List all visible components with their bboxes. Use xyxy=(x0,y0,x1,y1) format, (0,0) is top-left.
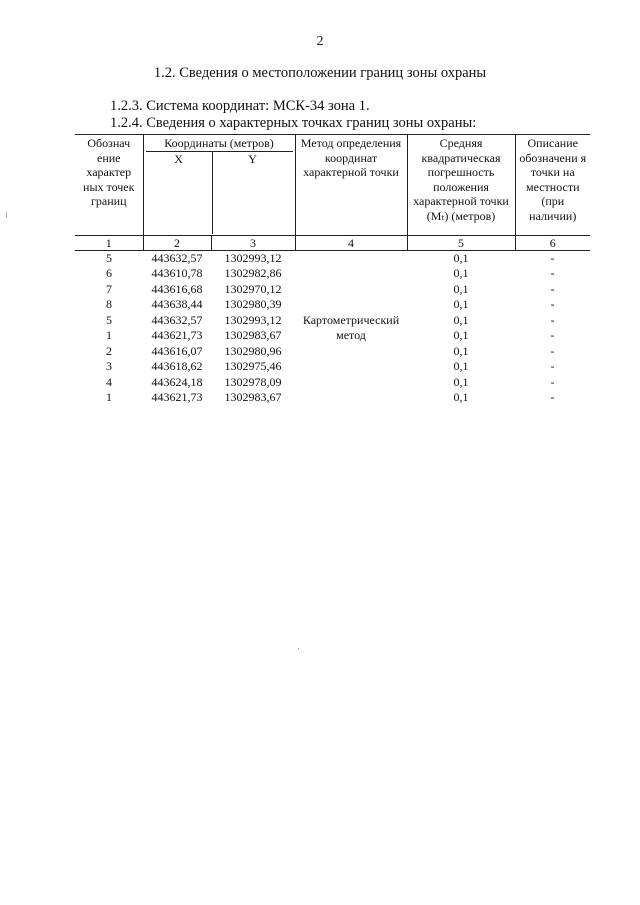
header-coordinates-title: Координаты (метров) xyxy=(146,136,293,152)
point-error: 0,1 xyxy=(453,266,469,280)
point-y: 1302980,39 xyxy=(224,297,282,311)
point-y: 1302970,12 xyxy=(224,281,282,296)
point-id: 3 xyxy=(106,359,112,373)
column-number: 2 xyxy=(143,235,211,250)
header-y: Y xyxy=(248,151,257,166)
point-id: 2 xyxy=(106,343,112,358)
point-x: 443616,07 xyxy=(151,343,203,358)
point-id: 6 xyxy=(106,266,112,280)
point-y: 1302980,96 xyxy=(224,343,282,358)
point-id: 5 xyxy=(106,250,112,265)
coordinate-system-line: 1.2.3. Система координат: МСК-34 зона 1. xyxy=(110,98,370,114)
point-description: - xyxy=(550,374,555,389)
point-error: 0,1 xyxy=(453,359,469,373)
scan-speck xyxy=(298,648,299,649)
point-id: 7 xyxy=(106,281,112,296)
point-x: 443632,57 xyxy=(151,250,203,265)
scan-edge-mark xyxy=(6,212,7,218)
point-description: - xyxy=(550,250,555,265)
section-title: 1.2. Сведения о местоположении границ зоны охраны xyxy=(153,65,487,81)
point-id: 5 xyxy=(106,312,112,327)
point-y: 1302993,12 xyxy=(224,312,282,327)
point-y: 1302983,67 xyxy=(224,328,282,342)
point-error: 0,1 xyxy=(453,250,469,265)
point-y: 1302978,09 xyxy=(224,374,282,389)
point-x: 443632,57 xyxy=(151,312,203,327)
point-description: - xyxy=(550,359,555,373)
point-error: 0,1 xyxy=(453,374,469,389)
header-method: Метод определения координат характерной точки xyxy=(295,135,407,236)
point-error: 0,1 xyxy=(453,297,469,311)
point-error: 0,1 xyxy=(453,390,469,404)
point-y: 1302983,67 xyxy=(224,390,282,404)
point-x: 443621,73 xyxy=(151,390,203,404)
column-number: 3 xyxy=(211,235,295,250)
header-x: X xyxy=(146,152,213,234)
boundary-points-table xyxy=(75,134,590,406)
table-header-row xyxy=(75,135,590,236)
column-number: 4 xyxy=(295,235,407,250)
column-number: 6 xyxy=(515,235,590,250)
point-x: 443621,73 xyxy=(151,328,203,342)
point-id: 8 xyxy=(106,297,112,311)
point-id: 1 xyxy=(106,390,112,404)
page-number: 2 xyxy=(316,34,324,49)
point-error: 0,1 xyxy=(453,281,469,296)
header-description: Описание обозначени я точки на местности (при наличии) xyxy=(515,135,590,236)
point-description: - xyxy=(550,312,555,327)
point-x: 443618,62 xyxy=(151,359,203,373)
point-description: - xyxy=(550,266,555,280)
point-id: 4 xyxy=(106,374,112,389)
column-number-row xyxy=(75,235,590,250)
point-description: - xyxy=(550,281,555,296)
points-table-title: 1.2.4. Сведения о характерных точках границ зоны охраны: xyxy=(110,115,477,131)
column-number: 1 xyxy=(75,235,143,250)
point-description: - xyxy=(550,390,555,404)
point-id: 1 xyxy=(106,328,112,342)
header-mean-error: Средняя квадратическая погрешность положения характерной точки (Mₜ) (метров) xyxy=(407,135,515,236)
point-y: 1302975,46 xyxy=(224,359,282,373)
column-number: 5 xyxy=(407,235,515,250)
point-error: 0,1 xyxy=(453,343,469,358)
point-x: 443610,78 xyxy=(151,266,203,280)
point-description: - xyxy=(550,328,555,342)
table-row xyxy=(75,250,590,266)
point-y: 1302982,86 xyxy=(224,266,282,280)
point-y: 1302993,12 xyxy=(224,250,282,265)
point-description: - xyxy=(550,297,555,311)
point-error: 0,1 xyxy=(453,328,469,342)
point-error: 0,1 xyxy=(453,312,469,327)
point-description: - xyxy=(550,343,555,358)
header-point-designation: Обознач ение характер ных точек границ xyxy=(75,135,143,236)
coord-subheader xyxy=(146,152,293,234)
point-x: 443624,18 xyxy=(151,374,203,389)
point-x: 443616,68 xyxy=(151,281,203,296)
method-value: Картометрический метод xyxy=(302,312,400,342)
point-x: 443638,44 xyxy=(151,297,203,311)
header-coordinates xyxy=(143,135,295,236)
